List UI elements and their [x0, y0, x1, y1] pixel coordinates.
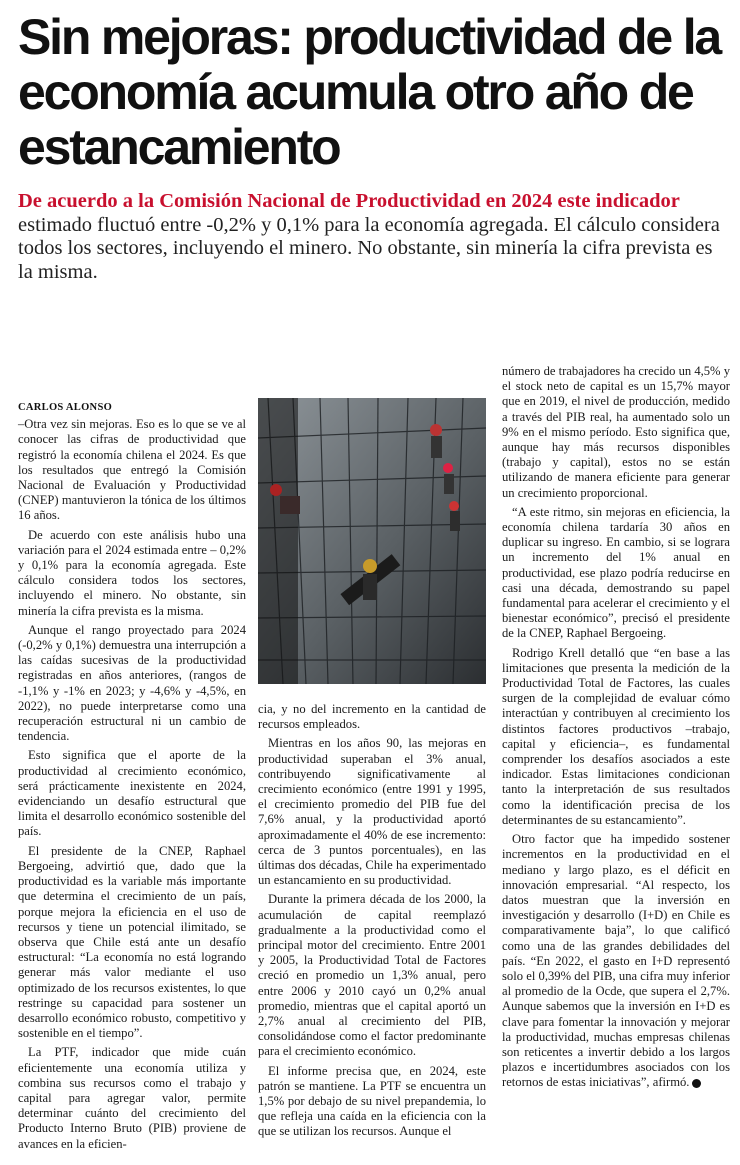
paragraph: –Otra vez sin mejoras. Eso es lo que se ve al conocer las cifras de productividad que registró la economía chilena el 2024. Es que los resultados que entregó la Comisión Nacional de Evaluación y Productividad (CNEP) mantuvieron la tónica de los últimos 16 años. [18, 417, 246, 523]
lead-rest: estimado fluctuó entre -0,2% y 0,1% para la economía agregada. El cálculo considera todos los sectores, incluyendo el minero. No obstante, sin minería la cifra prevista es la misma. [18, 213, 720, 283]
paragraph: La PTF, indicador que mide cuán eficientemente una economía utiliza y combina sus recursos como el trabajo y capital para agregar valor, permite determinar cuánto del crecimiento del Producto Interno Bruto (PIB) proviene de avances en la eficien- [18, 1045, 246, 1151]
lead-paragraph [18, 190, 730, 284]
paragraph: “A este ritmo, sin mejoras en eficiencia, la economía chilena tardaría 30 años en duplicar su ingreso. En cambio, si se lograra un incremento del 1% anual en productividad, ese plazo podría reducirse en casi una década, demostrando su papel fundamental para acelerar el crecimiento y el bienestar económico”, precisó el presidente de la CNEP, Raphael Bergoeing. [502, 504, 730, 641]
paragraph-last-text: Otro factor que ha impedido sostener incrementos en la productividad en el mediano y largo plazo, es el déficit en innovación empresarial. “Al respecto, los datos muestran que la inversión en investigación y desarrollo (I+D) en Chile es comparativamente baja”, lo que calificó como una de las grandes debilidades del país. “En 2022, el gasto en I+D representó solo el 0,39% del PIB, una cifra muy inferior al promedio de la Ocde, que supera el 2,7%. Aunque sabemos que la inversión en I+D es clave para fomentar la innovación y mejorar la productividad, muchas empresas chilenas son reticentes a invertir debido a los largos plazos e incertidumbres asociados con los retornos de estas iniciativas”, afirmó. [502, 832, 730, 1090]
paragraph-last [502, 832, 730, 1090]
end-of-article-icon [692, 1079, 701, 1088]
paragraph: número de trabajadores ha crecido un 4,5% y el stock neto de capital es un 15,7% mayor que en 2019, el nivel de producción, medido a través del PIB real, ha aumentado solo un 9% en el mismo período. Esto significa que, aunque hay más recursos disponibles (trabajo y capital), estos no se están utilizando de manera eficiente para generar un crecimiento proporcional. [502, 364, 730, 500]
column-2 [258, 702, 486, 1144]
paragraph: El presidente de la CNEP, Raphael Bergoeing, advirtió que, dado que la productividad es la variable más importante que determina el crecimiento de un país, porque mejora la eficiencia en el uso de recursos y tiene un potencial ilimitado, se observa que Chile está ante un desafío estructural: “La economía no está logrando generar más valor mediante el uso optimizado de los recursos existentes, lo que restringe su capacidad para sostener un desarrollo económico robusto, competitivo y sostenible en el tiempo”. [18, 843, 246, 1041]
paragraph: Esto significa que el aporte de la productividad al crecimiento económico, será prácticamente inexistente en 2024, evidenciando un desafío estructural que limita el desarrollo económico sostenible del país. [18, 748, 246, 839]
paragraph: cia, y no del incremento en la cantidad de recursos empleados. [258, 702, 486, 732]
lead-highlight: De acuerdo a la Comisión Nacional de Productividad en 2024 este indicador [18, 190, 680, 212]
paragraph: Rodrigo Krell detalló que “en base a las limitaciones que presenta la medición de la Productividad Total de Factores, las cuales surgen de la complejidad de evaluar cómo interactúan y contribuyen al crecimiento los distintos factores productivos –trabajo, capital y eficiencia–, es fundamental comprender los desafíos asociados a este indicador. Estas limitaciones condicionan tanto la interpretación de sus resultados como la identificación precisa de los determinantes de su estancamiento”. [502, 645, 730, 827]
paragraph: Aunque el rango proyectado para 2024 (-0,2% y 0,1%) demuestra una interrupción a las caídas sucesivas de la productividad registradas en años anteriores, (rangos de -1,1% y -1% en 2023; y -4,6% y -4,5%, en 2022), no puede interpretarse como una recuperación estructural ni un cambio de tendencia. [18, 622, 246, 744]
construction-photo [258, 398, 486, 684]
paragraph: Mientras en los años 90, las mejoras en productividad superaban el 3% anual, contribuyendo significativamente al crecimiento económico (entre 1991 y 1995, el crecimiento promedio del PIB fue del 7,6% anual, y la productividad aportó aproximadamente el 40% de ese incremento: cerca de 3 puntos porcentuales), en las últimas dos décadas, Chile ha experimentado un estancamiento en su productividad. [258, 736, 486, 888]
column-3 [502, 364, 730, 1095]
headline: Sin mejoras: productividad de la economía acumula otro año de estancamiento [18, 9, 720, 175]
construction-photo-illustration [258, 398, 486, 684]
paragraph: Durante la primera década de los 2000, la acumulación de capital reemplazó gradualmente a la productividad como el principal motor del crecimiento. Entre 2001 y 2005, la Productividad Total de Factores creció en promedio un 1,3% anual, pero entre 2006 y 2010 cayó un 0,2% anual promedio, mientras que el capital aportó un 2,7% anual al crecimiento del PIB, consolidándose como el factor predominante para el crecimiento económico. [258, 892, 486, 1059]
paragraph: De acuerdo con este análisis hubo una variación para el 2024 estimada entre – 0,2% y 0,1% para la economía agregada. Este cálculo considera todos los sectores, incluyendo el minero. No obstante, sin minería la cifra prevista es la misma. [18, 527, 246, 618]
byline: CARLOS ALONSO [18, 402, 113, 413]
paragraph: El informe precisa que, en 2024, este patrón se mantiene. La PTF se encuentra un 1,5% por debajo de su nivel prepandemia, lo que refleja una caída en la eficiencia con la que se utilizan los recursos. Aunque el [258, 1063, 486, 1139]
column-1 [18, 400, 246, 1156]
